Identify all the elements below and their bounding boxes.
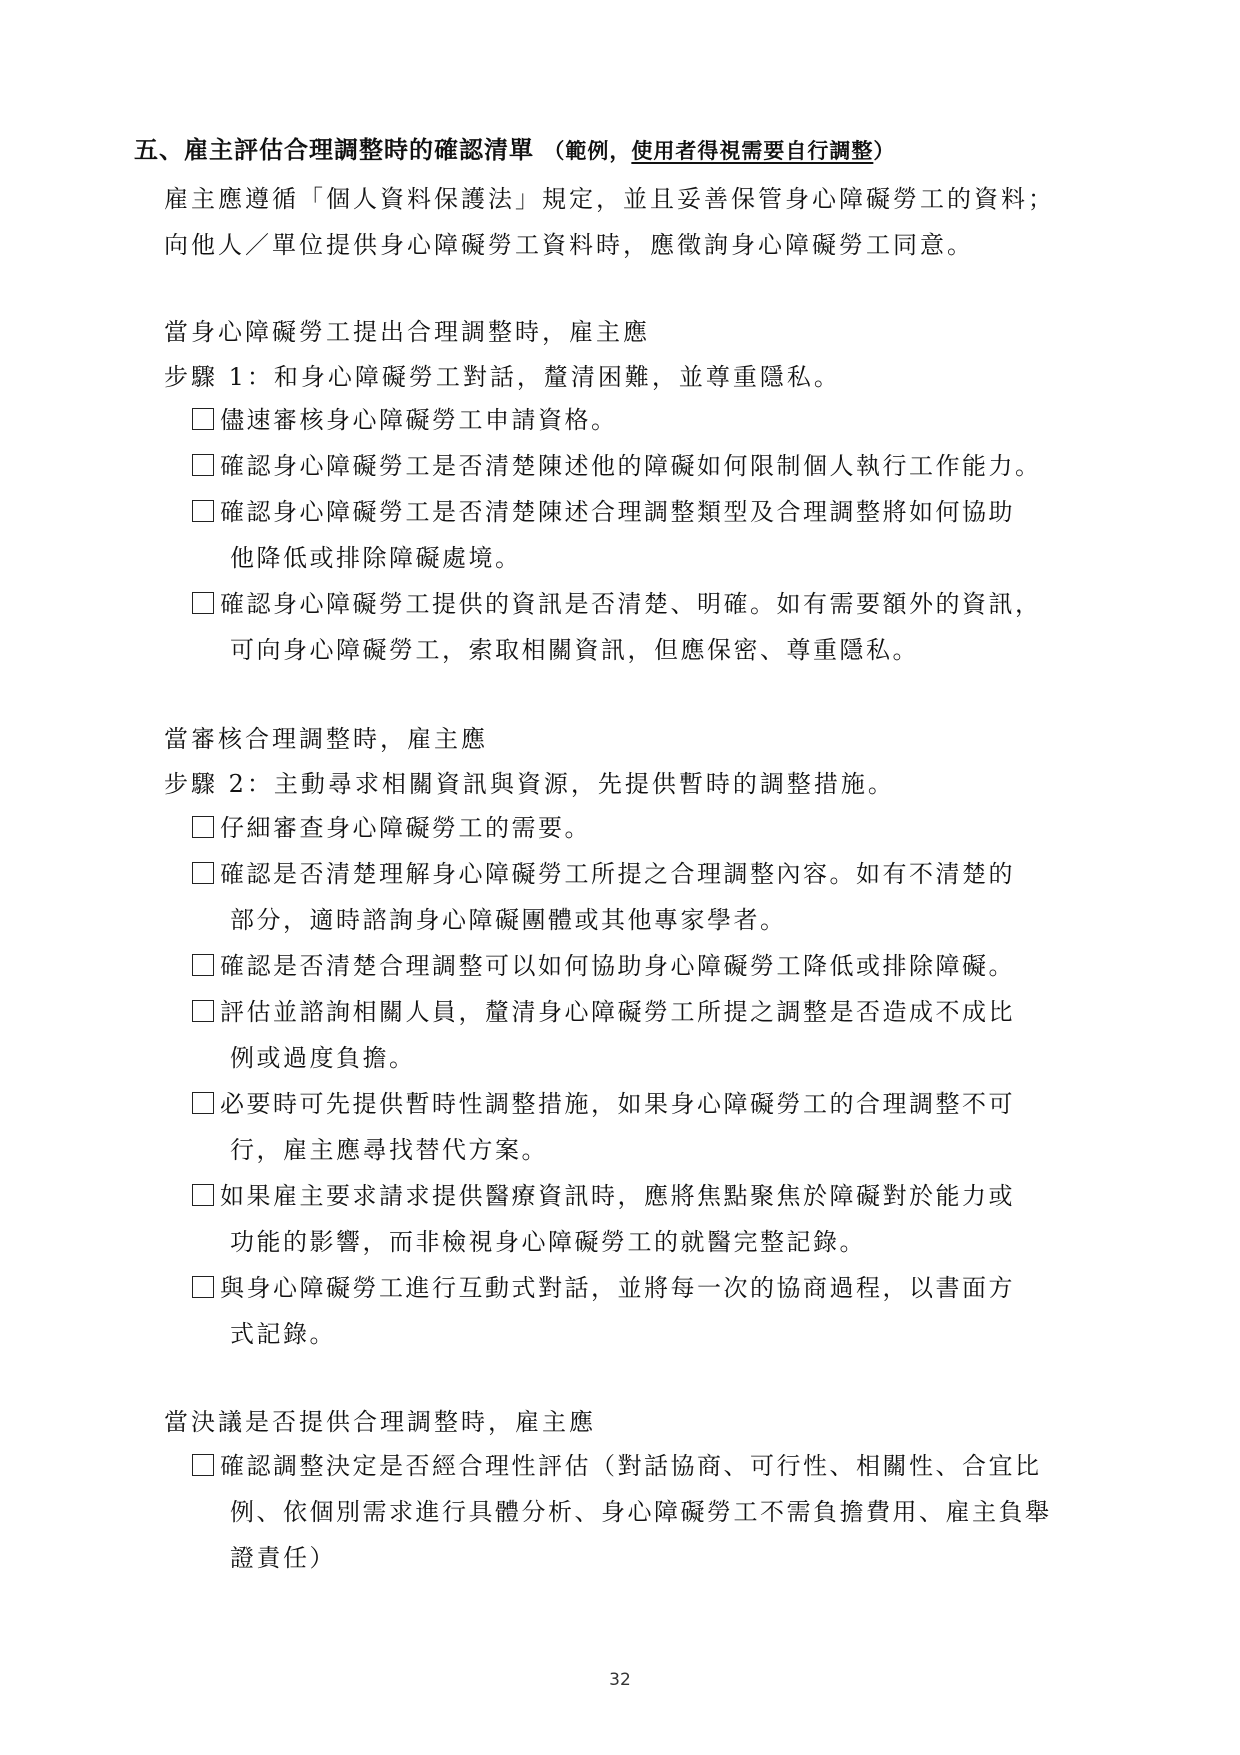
checklist-item[interactable] [192, 1081, 1112, 1173]
section-heading [134, 130, 895, 165]
item-line-continued: 例、依個別需求進行具體分析、身心障礙勞工不需負擔費用、雇主負舉 [230, 1498, 1052, 1526]
item-line: 必要時可先提供暫時性調整措施，如果身心障礙勞工的合理調整不可 [220, 1090, 1015, 1118]
item-line: 確認身心障礙勞工是否清楚陳述合理調整類型及合理調整將如何協助 [220, 498, 1015, 526]
section1-title: 當身心障礙勞工提出合理調整時，雇主應 [164, 318, 650, 346]
checklist-item[interactable] [192, 397, 1112, 443]
checkbox[interactable] [192, 954, 214, 976]
item-line-continued: 可向身心障礙勞工，索取相關資訊，但應保密、尊重隱私。 [230, 636, 919, 664]
checklist-item[interactable] [192, 443, 1112, 489]
item-line: 如果雇主要求請求提供醫療資訊時，應將焦點聚焦於障礙對於能力或 [220, 1182, 1015, 1210]
page-number: 32 [609, 1670, 631, 1690]
checkbox[interactable] [192, 1276, 214, 1298]
checklist-item[interactable] [192, 1173, 1112, 1265]
item-line-continued: 他降低或排除障礙處境。 [230, 544, 522, 572]
checkbox[interactable] [192, 1092, 214, 1114]
item-line-continued: 功能的影響，而非檢視身心障礙勞工的就醫完整記錄。 [230, 1228, 866, 1256]
heading-note-prefix: （範例， [543, 138, 632, 163]
checklist-item[interactable] [192, 989, 1112, 1081]
step2-text: 步驟 2：主動尋求相關資訊與資源，先提供暫時的調整措施。 [164, 770, 895, 798]
intro-line: 雇主應遵循「個人資料保護法」規定，並且妥善保管身心障礙勞工的資料； [164, 185, 1055, 213]
checkbox[interactable] [192, 500, 214, 522]
heading-note [543, 138, 895, 163]
item-line: 確認身心障礙勞工是否清楚陳述他的障礙如何限制個人執行工作能力。 [220, 452, 1042, 480]
checklist-item[interactable] [192, 851, 1112, 943]
checkbox[interactable] [192, 408, 214, 430]
heading-note-suffix: ） [873, 138, 896, 163]
item-line-continued: 證責任） [230, 1544, 336, 1572]
checkbox[interactable] [192, 816, 214, 838]
heading-title: 五、雇主評估合理調整時的確認清單 [134, 135, 534, 164]
checklist-item[interactable] [192, 581, 1112, 673]
intro-line: 向他人／單位提供身心障礙勞工資料時，應徵詢身心障礙勞工同意。 [164, 231, 974, 259]
item-line: 確認調整決定是否經合理性評估（對話協商、可行性、相關性、合宜比 [220, 1452, 1042, 1480]
step1-text: 步驟 1：和身心障礙勞工對話，釐清困難，並尊重隱私。 [164, 363, 841, 391]
section2-title: 當審核合理調整時，雇主應 [164, 725, 488, 753]
item-line-continued: 部分，適時諮詢身心障礙團體或其他專家學者。 [230, 906, 787, 934]
item-line: 仔細審查身心障礙勞工的需要。 [220, 814, 591, 842]
checkbox[interactable] [192, 1000, 214, 1022]
checklist-item[interactable] [192, 1443, 1112, 1581]
item-line: 確認是否清楚合理調整可以如何協助身心障礙勞工降低或排除障礙。 [220, 952, 1015, 980]
checkbox[interactable] [192, 862, 214, 884]
checkbox[interactable] [192, 592, 214, 614]
item-line: 確認是否清楚理解身心障礙勞工所提之合理調整內容。如有不清楚的 [220, 860, 1015, 888]
checkbox[interactable] [192, 454, 214, 476]
checkbox[interactable] [192, 1454, 214, 1476]
intro-paragraph [164, 176, 1124, 268]
item-line-continued: 例或過度負擔。 [230, 1044, 416, 1072]
item-line-continued: 式記錄。 [230, 1320, 336, 1348]
item-line: 評估並諮詢相關人員，釐清身心障礙勞工所提之調整是否造成不成比 [220, 998, 1015, 1026]
checklist-item[interactable] [192, 489, 1112, 581]
item-line-continued: 行，雇主應尋找替代方案。 [230, 1136, 548, 1164]
heading-note-underlined: 使用者得視需要自行調整 [631, 138, 874, 163]
checklist-item[interactable] [192, 943, 1112, 989]
item-line: 確認身心障礙勞工提供的資訊是否清楚、明確。如有需要額外的資訊， [220, 590, 1042, 618]
section3-title: 當決議是否提供合理調整時，雇主應 [164, 1408, 596, 1436]
checklist-item[interactable] [192, 805, 1112, 851]
item-line: 儘速審核身心障礙勞工申請資格。 [220, 406, 618, 434]
item-line: 與身心障礙勞工進行互動式對話，並將每一次的協商過程，以書面方 [220, 1274, 1015, 1302]
checklist-item[interactable] [192, 1265, 1112, 1357]
checkbox[interactable] [192, 1184, 214, 1206]
